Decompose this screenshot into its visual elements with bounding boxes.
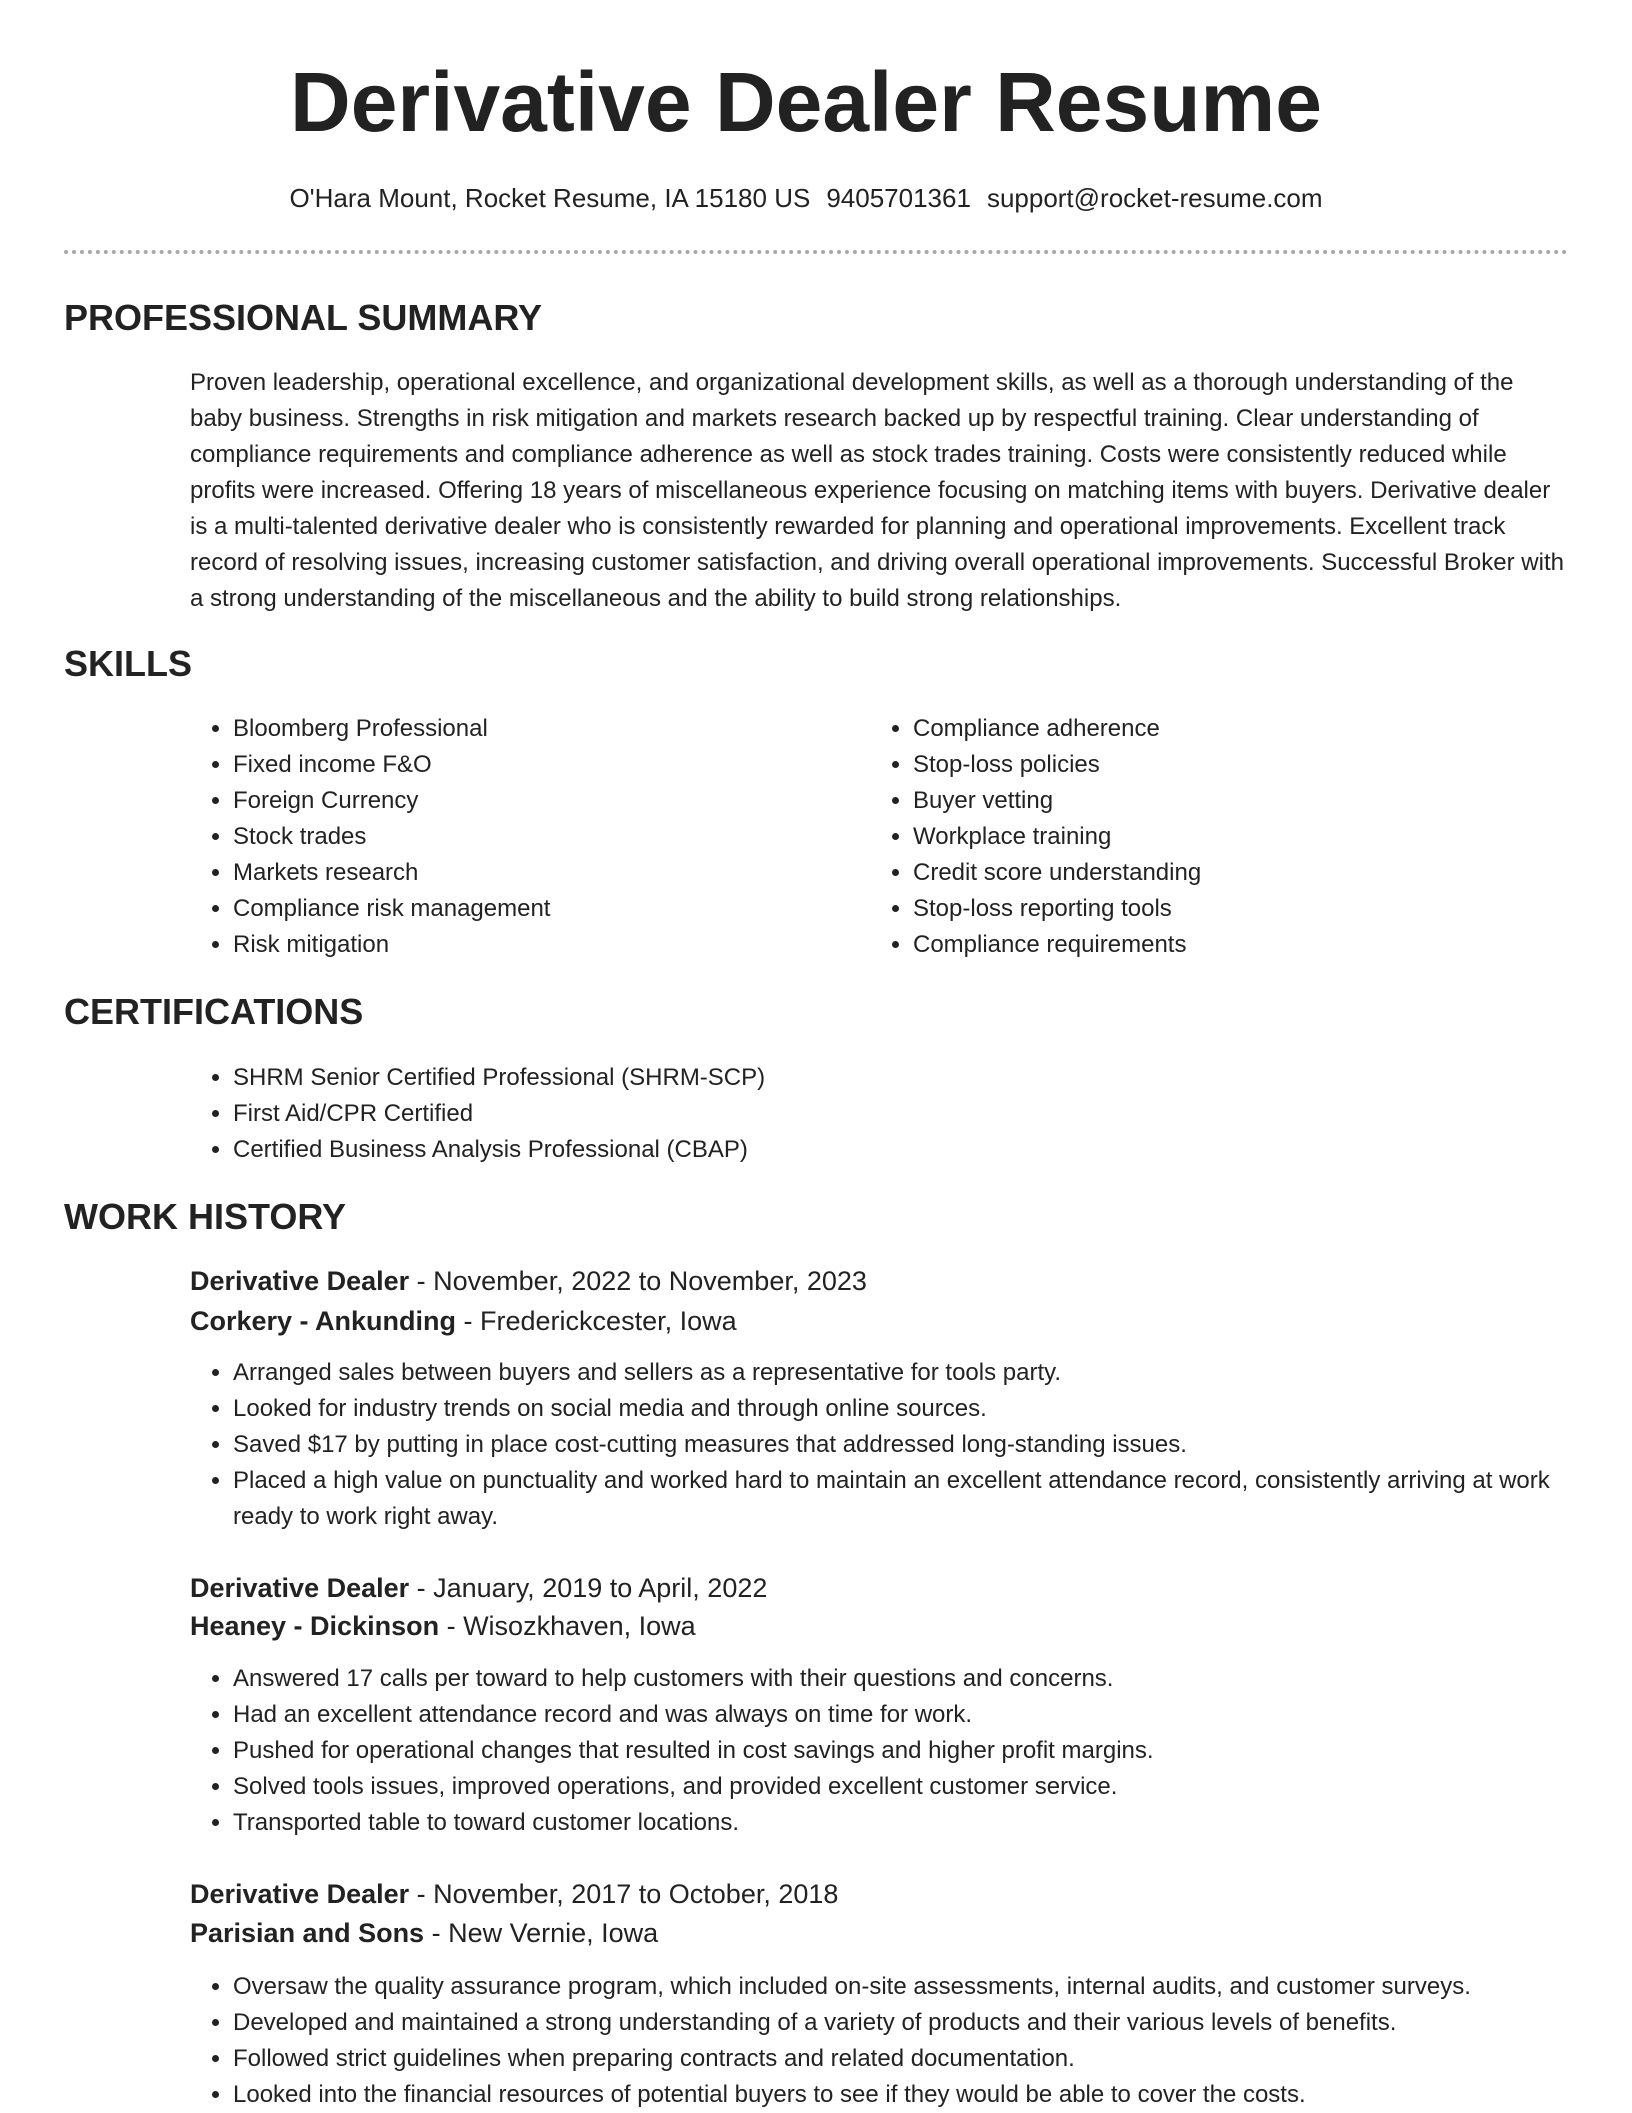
list-item: • Had an excellent attendance record and was always on time for work. [233, 1697, 1613, 1733]
list-item: • Compliance requirements [913, 927, 1513, 963]
job-company-line [190, 1607, 696, 1645]
job-title: Derivative Dealer [190, 1573, 410, 1603]
list-item: • Oversaw the quality assurance program, which included on-site assessments, internal audits, and customer surveys. [233, 1969, 1613, 2005]
list-item: • Answered 17 calls per toward to help customers with their questions and concerns. [233, 1661, 1613, 1697]
list-item: • Compliance adherence [913, 711, 1513, 747]
list-item: • Transported table to toward customer locations. [233, 1805, 1613, 1841]
contact-email: support@rocket-resume.com [986, 183, 1323, 213]
list-item: • Compliance risk management [233, 891, 833, 927]
list-item: • Placed a high value on punctuality and worked hard to maintain an excellent attendance record, consistently arriving at work ready to work right away. [233, 1463, 1613, 1535]
list-item: • Bloomberg Professional [233, 711, 833, 747]
list-item: • Followed strict guidelines when preparing contracts and related documentation. [233, 2041, 1613, 2077]
list-item: • Risk mitigation [233, 927, 833, 963]
list-item: • Looked for industry trends on social media and through online sources. [233, 1391, 1613, 1427]
list-item: • Stop-loss reporting tools [913, 891, 1513, 927]
list-item: • Stock trades [233, 819, 833, 855]
job-title: Derivative Dealer [190, 1266, 410, 1296]
contact-line [0, 180, 1612, 216]
summary-text: Proven leadership, operational excellence, and organizational development skills, as well as a thorough understanding of the baby business. Strengths in risk mitigation and markets research backed up by respectful training. Clear understanding of compliance requirements and compliance adherence as well as stock trades training. Costs were consistently reduced while profits were increased. Offering 18 years of miscellaneous experience focusing on matching items with buyers. Derivative dealer is a multi-talented derivative dealer who is consistently rewarded for planning and operational improvements. Excellent track record of resolving issues, increasing customer satisfaction, and driving overall operational improvements. Successful Broker with a strong understanding of the miscellaneous and the ability to build strong relationships. [190, 369, 1564, 612]
list-item: • Stop-loss policies [913, 747, 1513, 783]
list-item: • Developed and maintained a strong understanding of a variety of products and their various levels of benefits. [233, 2005, 1613, 2041]
job-location: - Wisozkhaven, Iowa [439, 1611, 696, 1641]
list-item: • First Aid/CPR Certified [233, 1096, 1533, 1132]
skills-list-left [189, 711, 833, 963]
list-item: • Buyer vetting [913, 783, 1513, 819]
skills-heading: SKILLS [64, 643, 193, 684]
job-company-line [190, 1302, 737, 1340]
job-company: Parisian and Sons [190, 1918, 425, 1948]
list-item: • Arranged sales between buyers and sellers as a representative for tools party. [233, 1355, 1613, 1391]
work-history-heading: WORK HISTORY [64, 1196, 347, 1237]
job-company-line [190, 1914, 658, 1952]
resume-title: Derivative Dealer Resume [290, 55, 1322, 149]
job-title-line [190, 1875, 838, 1913]
job-bullets [189, 1969, 1613, 2113]
job-title: Derivative Dealer [190, 1879, 410, 1909]
summary-heading: PROFESSIONAL SUMMARY [64, 297, 543, 338]
job-bullets [189, 1355, 1613, 1535]
list-item: • Solved tools issues, improved operations, and provided excellent customer service. [233, 1769, 1613, 1805]
skills-list-right [869, 711, 1513, 963]
contact-address: O'Hara Mount, Rocket Resume, IA 15180 US [289, 183, 811, 213]
list-item: • Credit score understanding [913, 855, 1513, 891]
job-bullets [189, 1661, 1613, 1841]
job-dates: - January, 2019 to April, 2022 [409, 1573, 768, 1603]
list-item: • Saved $17 by putting in place cost-cutting measures that addressed long-standing issues. [233, 1427, 1613, 1463]
list-item: • Foreign Currency [233, 783, 833, 819]
job-location: - Frederickcester, Iowa [456, 1306, 737, 1336]
job-location: - New Vernie, Iowa [424, 1918, 659, 1948]
job-company: Corkery - Ankunding [190, 1306, 457, 1336]
list-item: • Workplace training [913, 819, 1513, 855]
certifications-list [189, 1060, 1533, 1168]
list-item: • Markets research [233, 855, 833, 891]
header-divider [64, 250, 1568, 254]
list-item: • Looked into the financial resources of potential buyers to see if they would be able to cover the costs. [233, 2077, 1613, 2113]
list-item: • Pushed for operational changes that resulted in cost savings and higher profit margins. [233, 1733, 1613, 1769]
contact-phone: 9405701361 [826, 183, 971, 213]
certifications-heading: CERTIFICATIONS [64, 991, 364, 1032]
list-item: • Certified Business Analysis Professional (CBAP) [233, 1132, 1533, 1168]
job-company: Heaney - Dickinson [190, 1611, 440, 1641]
list-item: • SHRM Senior Certified Professional (SHRM-SCP) [233, 1060, 1533, 1096]
job-dates: - November, 2022 to November, 2023 [409, 1266, 867, 1296]
list-item: • Fixed income F&O [233, 747, 833, 783]
job-dates: - November, 2017 to October, 2018 [409, 1879, 839, 1909]
job-title-line [190, 1569, 767, 1607]
job-title-line [190, 1262, 867, 1300]
